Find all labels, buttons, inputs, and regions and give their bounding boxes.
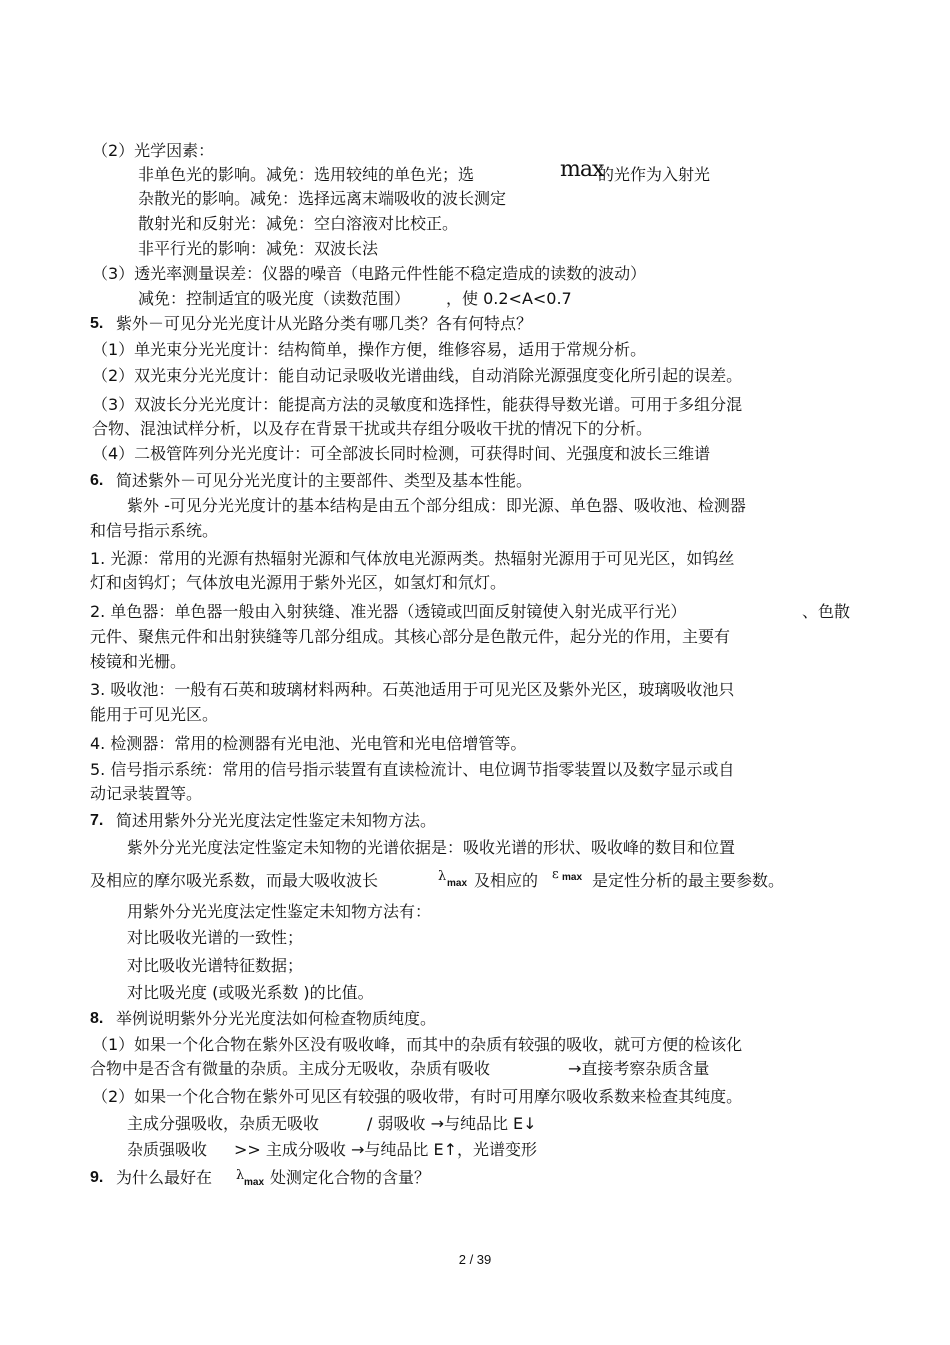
line-single-beam: （1）单光束分光光度计：结构简单，操作方便，维修容易，适用于常规分析。	[92, 340, 647, 359]
line-signal-system-cont: 动记录装置等。	[90, 784, 203, 803]
text: 合物中是否含有微量的杂质。主成分无吸收，杂质有吸收	[90, 1059, 491, 1078]
question-number: 8.	[90, 1010, 104, 1027]
line-detector: 4. 检测器：常用的检测器有光电池、光电管和光电倍增管等。	[90, 734, 527, 753]
question-number: 5.	[90, 315, 104, 332]
text: →直接考察杂质含量	[568, 1059, 710, 1078]
text: 减免：控制适宜的吸光度（读数范围）	[138, 289, 411, 308]
line-structure-cont: 和信号指示系统。	[90, 521, 219, 540]
text: 主成分强吸收，杂质无吸收	[127, 1114, 320, 1133]
page-number: 2 / 39	[458, 1252, 492, 1267]
line-methods: 用紫外分光光度法定性鉴定未知物方法有：	[127, 902, 432, 921]
question-text: 简述紫外－可见分光光度计的主要部件、类型及基本性能。	[116, 471, 533, 490]
line-method-1: 对比吸收光谱的一致性；	[127, 928, 304, 947]
lambda-max-symbol: max	[560, 157, 604, 182]
question-text: 为什么最好在	[116, 1168, 213, 1187]
line-structure: 紫外 -可见分光光度计的基本结构是由五个部分组成：即光源、单色器、吸收池、检测器	[127, 496, 746, 515]
question-text: 处测定化合物的含量？	[270, 1168, 431, 1187]
max-subscript: max	[244, 1177, 265, 1188]
line-optical-factors: （2）光学因素：	[92, 141, 215, 160]
line-spectral-basis: 紫外分光光度法定性鉴定未知物的光谱依据是：吸收光谱的形状、吸收峰的数目和位置	[127, 838, 736, 857]
line-dual-wavelength: （3）双波长分光光度计：能提高方法的灵敏度和选择性，能获得导数光谱。可用于多组分混	[92, 395, 743, 414]
line-monochromator-cont: 元件、聚焦元件和出射狭缝等几部分组成。其核心部分是色散元件，起分光的作用，主要有	[90, 627, 731, 646]
line-light-source: 1. 光源：常用的光源有热辐射光源和气体放电光源两类。热辐射光源用于可见光区，如钨丝	[90, 549, 735, 568]
line-method-3: 对比吸光度 (或吸光系数 )的比值。	[127, 983, 374, 1002]
question-number: 7.	[90, 812, 104, 829]
line-scattered-light: 散射光和反射光：减免：空白溶液对比校正。	[138, 214, 459, 233]
text: 2. 单色器：单色器一般由入射狭缝、准光器（透镜或凹面反射镜使入射光成平行光）	[90, 602, 687, 621]
text: 非单色光的影响。减免：选用较纯的单色光；选	[138, 165, 475, 184]
line-light-source-cont: 灯和卤钨灯；气体放电光源用于紫外光区，如氢灯和氘灯。	[90, 573, 507, 592]
line-monochromator-cont2: 棱镜和光栅。	[90, 652, 187, 671]
line-signal-system: 5. 信号指示系统：常用的信号指示装置有直读检流计、电位调节指零装置以及数字显示或自	[90, 760, 735, 779]
question-text: 紫外－可见分光光度计从光路分类有哪几类？各有何特点？	[116, 314, 533, 333]
line-purity-1: （1）如果一个化合物在紫外区没有吸收峰，而其中的杂质有较强的吸收，就可方便的检该化	[92, 1035, 743, 1054]
epsilon-symbol: ε	[552, 867, 559, 882]
line-cell: 3. 吸收池：一般有石英和玻璃材料两种。石英池适用于可见光区及紫外光区，玻璃吸收池只	[90, 680, 735, 699]
lambda-symbol: λ	[236, 1168, 245, 1183]
line-purity-2: （2）如果一个化合物在紫外可见区有较强的吸收带，有时可用摩尔吸收系数来检查其纯度。	[92, 1087, 743, 1106]
text: 是定性分析的最主要参数。	[592, 871, 785, 890]
text: >> 主成分吸收 →与纯品比 E↑，光谱变形	[234, 1140, 537, 1159]
question-number: 9.	[90, 1169, 104, 1186]
text: 及相应的	[474, 871, 539, 890]
text: ，使 0.2<A<0.7	[446, 289, 572, 308]
max-subscript: max	[562, 872, 583, 883]
text: 及相应的摩尔吸光系数，而最大吸收波长	[90, 871, 379, 890]
line-double-beam: （2）双光束分光光度计：能自动记录吸收光谱曲线，自动消除光源强度变化所引起的误差。	[92, 366, 743, 385]
text: 、色散	[802, 602, 851, 621]
lambda-symbol: λ	[438, 869, 447, 884]
line-diode-array: （4）二极管阵列分光光度计：可全部波长同时检测，可获得时间、光强度和波长三维谱	[92, 444, 711, 463]
text: / 弱吸收 →与纯品比 E↓	[367, 1114, 537, 1133]
question-number: 6.	[90, 472, 104, 489]
max-subscript: max	[447, 878, 468, 889]
line-cell-cont: 能用于可见光区。	[90, 705, 219, 724]
line-stray-light: 杂散光的影响。减免：选择远离末端吸收的波长测定	[138, 189, 507, 208]
question-text: 举例说明紫外分光光度法如何检查物质纯度。	[116, 1009, 437, 1028]
line-non-parallel: 非平行光的影响：减免：双波长法	[138, 239, 379, 258]
text: 杂质强吸收	[127, 1140, 208, 1159]
line-method-2: 对比吸收光谱特征数据；	[127, 956, 304, 975]
text: 的光作为入射光	[598, 165, 711, 184]
line-transmittance-error: （3）透光率测量误差：仪器的噪音（电路元件性能不稳定造成的读数的波动）	[92, 264, 647, 283]
question-text: 简述用紫外分光光度法定性鉴定未知物方法。	[116, 811, 437, 830]
line-dual-wavelength-cont: 合物、混浊试样分析，以及存在背景干扰或共存组分吸收干扰的情况下的分析。	[92, 419, 653, 438]
